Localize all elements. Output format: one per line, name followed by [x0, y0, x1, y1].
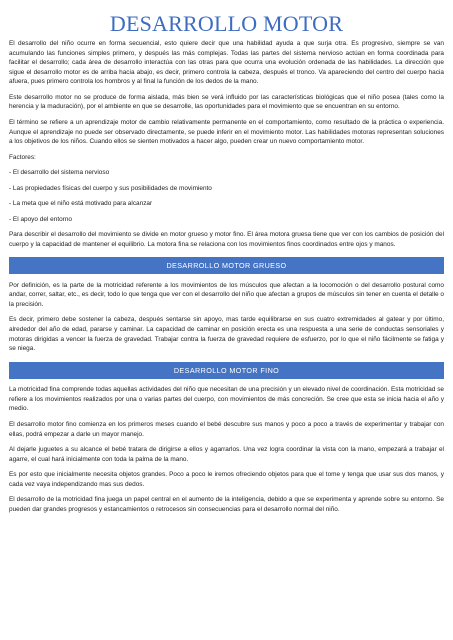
fine-motor-paragraph: La motricidad fina comprende todas aquellas actividades del niño que necesitan de una precisión y un elevado nivel de coordinación. Esta motricidad se refiere a los movimientos realizados por una o varias partes del cuerpo, con movimientos de más concreción. Se cree que esta se inicia hacia el año y medio.: [9, 386, 444, 413]
factor-item: - La meta que el niño está motivado para alcanzar: [9, 200, 153, 208]
intro-paragraph: Este desarrollo motor no se produce de forma aislada, más bien se verá influido por las características biológicas que el niño posea (tales como la herencia y la maduración), por el ambiente en que se desarrolle, las oportunidades para el movimiento que se encuentran en su entorno.: [9, 93, 444, 111]
gross-motor-paragraph: Por definición, es la parte de la motricidad referente a los movimientos de los músculos que afectan a la locomoción o del desarrollo postural como andar, correr, saltar, etc., es decir, todo lo que tenga que ver con el desarrollo del niño que afectan a grupos de músculos sin tener en cuenta el detalle o la precisión.: [9, 281, 444, 308]
factors-heading: Factores:: [9, 153, 36, 161]
intro-paragraph: El término se refiere a un aprendizaje motor de cambio relativamente permanente en el comportamiento, como resultado de la práctica o experiencia. Aunque el aprendizaje no puede ser observado directamente, se puede inferir en el movimiento motor. Las habilidades motoras representan soluciones a los objetivos de los niños. Cuando ellos se sienten motivados a hacer algo, pueden crear un nuevo comportamiento motor.: [9, 118, 444, 146]
summary-paragraph: Para describir el desarrollo del movimiento se divide en motor grueso y motor fino. El área motora gruesa tiene que ver con los cambios de posición del cuerpo y la capacidad de mantener el equilibrio. La motora fina se relaciona con los movimientos finos coordinados entre ojos y manos.: [9, 231, 444, 248]
factor-item: - El desarrollo del sistema nervioso: [9, 169, 110, 177]
section-heading-gross-motor: DESARROLLO MOTOR GRUESO: [9, 257, 444, 274]
fine-motor-paragraph: Es por esto que inicialmente necesita objetos grandes. Poco a poco le iremos ofreciendo objetos para que el tome y tenga que usar sus dos manos, y cada vez vaya independizando mas sus dedos.: [9, 471, 444, 488]
fine-motor-paragraph: Al dejarle juguetes a su alcance el bebé tratara de dirigirse a ellos y agarrarlos. Una vez logra coordinar la vista con la mano, empezará a trabajar el agarre, el cual hará inicialmente con toda la palma de la mano.: [9, 446, 444, 463]
factor-item: - El apoyo del entorno: [9, 215, 72, 223]
gross-motor-paragraph: Es decir, primero debe sostener la cabeza, después sentarse sin apoyo, mas tarde equilibrarse en sus cuatro extremidades al gatear y por último, alrededor del año de edad, pararse y caminar. La capacidad de caminar en posición erecta es una respuesta a una serie de conductas sensoriales y motoras dirigidas a vencer la fuerza de gravedad. Trabajar contra la fuerza de gravedad requiere de esfuerzo, por lo que el niño fácilmente se fatiga y se niega.: [9, 316, 444, 353]
page-title: DESARROLLO MOTOR: [109, 11, 344, 36]
section-heading-fine-motor: DESARROLLO MOTOR FINO: [9, 362, 444, 379]
intro-paragraph: El desarrollo del niño ocurre en forma secuencial, esto quiere decir que una habilidad ayuda a que surja otra. Es progresivo, siempre se van acumulando las funciones simples primero, y después las más complejas. Todas las partes del sistema nervioso actúan en forma coordinada para facilitar el desarrollo; cada área de desarrollo interactúa con las otras para que ocurra una evolución ordenada de las habilidades. La dirección que sigue el desarrollo motor es de arriba hacia abajo, es decir, primero controla la cabeza, después el tronco. Va apareciendo del centro del cuerpo hacia afuera, pues primero controla los hombros y al final la función de los dedos de la mano.: [9, 40, 444, 86]
factor-item: - Las propiedades físicas del cuerpo y sus posibilidades de movimiento: [9, 184, 212, 192]
fine-motor-paragraph: El desarrollo motor fino comienza en los primeros meses cuando el bebé descubre sus manos y poco a poco a través de experimentar y trabajar con ellas, podrá empezar a darle un mayor manejo.: [9, 420, 444, 438]
fine-motor-paragraph: El desarrollo de la motricidad fina juega un papel central en el aumento de la inteligencia, debido a que se experimenta y aprende sobre su entorno. Se pueden dar grandes progresos y estancamientos o retrocesos sin consecuencias para el desarrollo normal del niño.: [9, 496, 444, 513]
